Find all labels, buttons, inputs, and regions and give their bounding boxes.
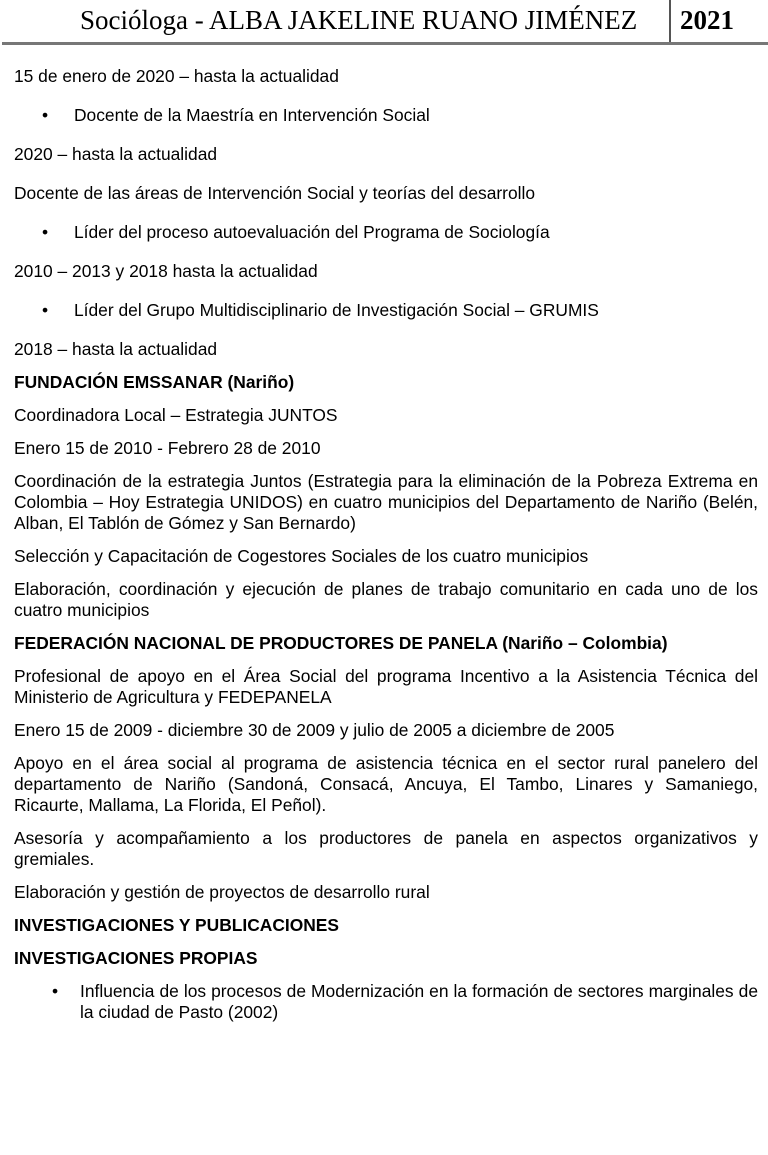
- bullet-item: [14, 105, 758, 126]
- bullet-text: Líder del proceso autoevaluación del Programa de Sociología: [74, 222, 550, 242]
- header-year: 2021: [680, 5, 734, 35]
- bullet-text: Influencia de los procesos de Modernización en la formación de sectores marginales de la ciudad de Pasto (2002): [80, 981, 758, 1022]
- header-rule: [2, 42, 768, 45]
- date-range: Enero 15 de 2010 - Febrero 28 de 2010: [14, 438, 321, 458]
- page-header: [0, 0, 768, 44]
- bullet-text: Docente de la Maestría en Intervención Social: [74, 105, 430, 125]
- bullet-symbol: •: [52, 981, 59, 1001]
- paragraph: Elaboración, coordinación y ejecución de planes de trabajo comunitario en cada uno de los cuatro municipios: [14, 579, 758, 620]
- bullet-symbol: •: [42, 105, 49, 125]
- section-heading: INVESTIGACIONES PROPIAS: [14, 948, 258, 968]
- paragraph: Coordinación de la estrategia Juntos (Estrategia para la eliminación de la Pobreza Extrema en Colombia – Hoy Estrategia UNIDOS) en cuatro municipios del Departamento de Nariño (Belén, Alban, El Tablón de Gómez y San Bernardo): [14, 471, 758, 533]
- date-range: 15 de enero de 2020 – hasta la actualidad: [14, 66, 339, 86]
- date-range: 2020 – hasta la actualidad: [14, 144, 218, 164]
- job-title: Coordinadora Local – Estrategia JUNTOS: [14, 405, 338, 425]
- paragraph: Asesoría y acompañamiento a los productores de panela en aspectos organizativos y gremiales.: [14, 828, 758, 869]
- job-title: Profesional de apoyo en el Área Social del programa Incentivo a la Asistencia Técnica del Ministerio de Agricultura y FEDEPANELA: [14, 666, 758, 707]
- bullet-text: Líder del Grupo Multidisciplinario de Investigación Social – GRUMIS: [74, 300, 599, 320]
- section-heading: INVESTIGACIONES Y PUBLICACIONES: [14, 915, 340, 935]
- header-title: Socióloga - ALBA JAKELINE RUANO JIMÉNEZ: [80, 5, 638, 35]
- bullet-symbol: •: [42, 222, 49, 242]
- paragraph: Docente de las áreas de Intervención Social y teorías del desarrollo: [14, 183, 536, 203]
- bullet-symbol: •: [42, 300, 49, 320]
- paragraph: Elaboración y gestión de proyectos de desarrollo rural: [14, 882, 430, 902]
- header-divider: [669, 0, 671, 42]
- date-range: 2010 – 2013 y 2018 hasta la actualidad: [14, 261, 318, 281]
- date-range: Enero 15 de 2009 - diciembre 30 de 2009 y julio de 2005 a diciembre de 2005: [14, 720, 615, 740]
- paragraph: Apoyo en el área social al programa de asistencia técnica en el sector rural panelero del departamento de Nariño (Sandoná, Consacá, Ancuya, El Tambo, Linares y Samaniego, Ricaurte, Mallama, La Florida, El Peñol).: [14, 753, 758, 815]
- bullet-item: [14, 222, 758, 243]
- document-body: [14, 66, 758, 1023]
- bullet-item: [14, 300, 758, 321]
- bullet-item: [14, 981, 758, 1023]
- paragraph: Selección y Capacitación de Cogestores Sociales de los cuatro municipios: [14, 546, 589, 566]
- section-heading: FUNDACIÓN EMSSANAR (Nariño): [14, 372, 295, 392]
- section-heading: FEDERACIÓN NACIONAL DE PRODUCTORES DE PANELA (Nariño – Colombia): [14, 633, 668, 653]
- date-range: 2018 – hasta la actualidad: [14, 339, 218, 359]
